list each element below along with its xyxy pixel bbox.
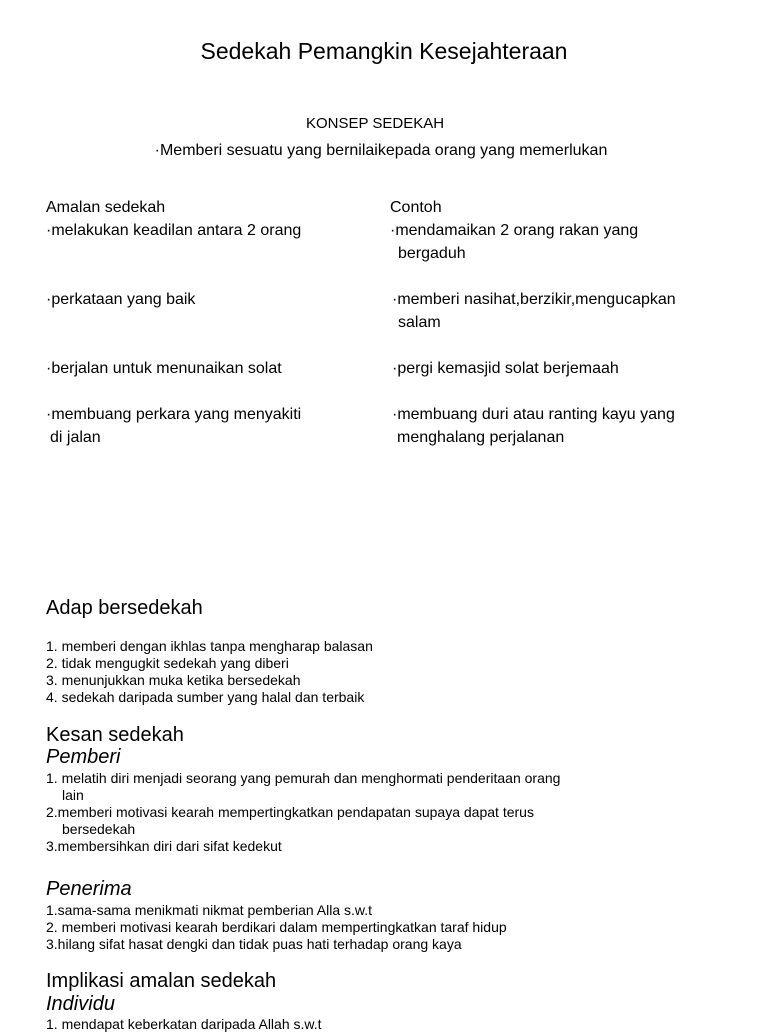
amalan-row-4: ·membuang perkara yang menyakiti di jalan: [46, 406, 302, 446]
konsep-definition: ·Memberi sesuatu yang bernilaikepada orang yang memerlukan: [154, 142, 608, 159]
list-item: 3.hilang sifat hasat dengki dan tidak puas hati terhadap orang kaya: [46, 936, 462, 952]
adap-heading: Adap bersedekah: [46, 597, 203, 619]
implikasi-heading: Implikasi amalan sedekah: [46, 970, 277, 992]
contoh-row-1: ·mendamaikan 2 orang rakan yang bergaduh: [390, 222, 639, 262]
list-item: 3. menunjukkan muka ketika bersedekah: [46, 672, 301, 688]
individu-list: [46, 1016, 322, 1033]
page-title: Sedekah Pemangkin Kesejahteraan: [200, 38, 568, 64]
adap-list: [46, 638, 373, 706]
list-item: 3.membersihkan diri dari sifat kedekut: [46, 838, 282, 854]
kesan-heading: Kesan sedekah: [46, 724, 184, 746]
konsep-heading: KONSEP SEDEKAH: [305, 115, 445, 132]
list-item: 1. melatih diri menjadi seorang yang pemurah dan menghormati penderitaan orang: [46, 770, 561, 786]
list-item: 1. memberi dengan ikhlas tanpa mengharap balasan: [46, 638, 373, 654]
list-item: 1. mendapat keberkatan daripada Allah s.w.t: [46, 1016, 322, 1032]
amalan-row-3: ·berjalan untuk menunaikan solat: [46, 360, 282, 377]
amalan-row-1: ·melakukan keadilan antara 2 orang: [46, 222, 302, 239]
contoh-row-2: ·memberi nasihat,berzikir,mengucapkan salam: [392, 291, 676, 331]
col-header-contoh: Contoh: [390, 199, 442, 216]
contoh-row-4: ·membuang duri atau ranting kayu yang menghalang perjalanan: [392, 406, 675, 446]
list-item: 2.memberi motivasi kearah mempertingkatkan pendapatan supaya dapat terus: [46, 804, 534, 820]
list-item: 2. memberi motivasi kearah berdikari dalam mempertingkatkan taraf hidup: [46, 919, 507, 935]
pemberi-list: [46, 770, 560, 855]
list-item: bersedekah: [62, 821, 136, 837]
amalan-row-2: ·perkataan yang baik: [46, 291, 196, 308]
contoh-row-3: ·pergi kemasjid solat berjemaah: [392, 360, 619, 377]
penerima-heading: Penerima: [46, 878, 132, 900]
individu-heading: Individu: [46, 993, 115, 1015]
list-item: 4. sedekah daripada sumber yang halal dan terbaik: [46, 689, 365, 705]
list-item: lain: [62, 787, 84, 803]
penerima-list: [46, 902, 507, 953]
list-item: 2. tidak mengugkit sedekah yang diberi: [46, 655, 289, 671]
col-header-amalan: Amalan sedekah: [46, 199, 166, 216]
list-item: 1.sama-sama menikmati nikmat pemberian Alla s.w.t: [46, 902, 373, 918]
pemberi-heading: Pemberi: [46, 746, 121, 768]
